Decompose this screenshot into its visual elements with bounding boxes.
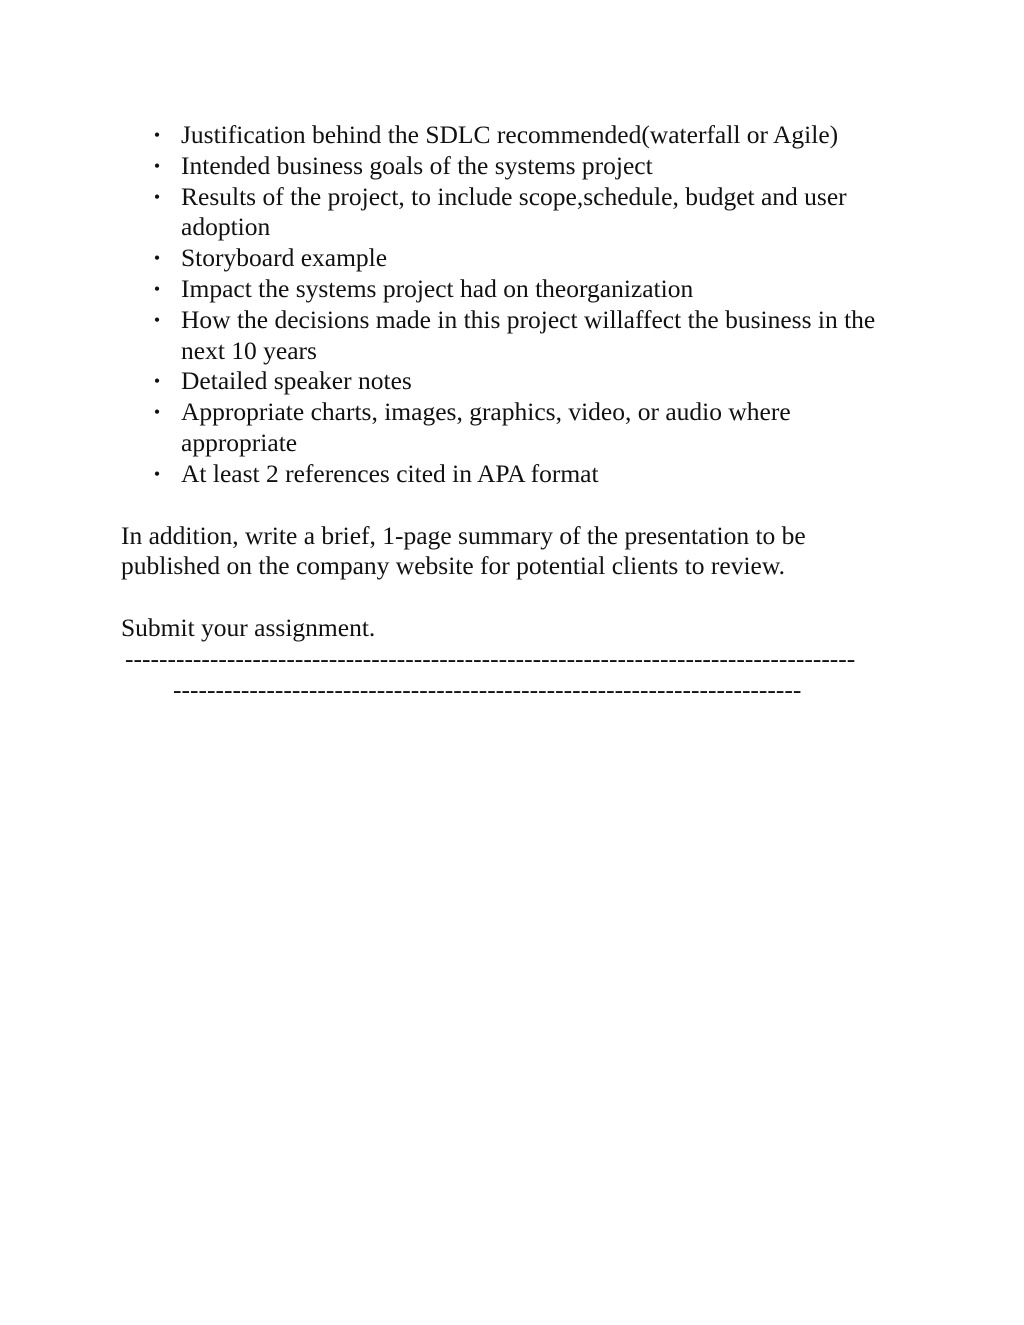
bullet-icon: • — [153, 186, 161, 207]
list-item — [121, 459, 911, 490]
summary-paragraph: In addition, write a brief, 1-page summary of the presentation to be published on the company website for potential clients to review. — [121, 520, 806, 581]
list-item — [121, 120, 911, 151]
bullet-icon: • — [153, 402, 161, 423]
list-item-text: Justification behind the SDLC recommended(waterfall or Agile) — [181, 120, 839, 149]
bullet-icon: • — [153, 309, 161, 330]
list-item-text: Appropriate charts, images, graphics, video, or audio where appropriate — [181, 397, 791, 457]
bullet-icon: • — [153, 125, 161, 145]
list-item — [121, 151, 911, 182]
bullet-icon: • — [153, 155, 161, 176]
list-item — [121, 182, 911, 244]
document-content — [121, 120, 911, 706]
list-item-text: At least 2 references cited in APA format — [181, 458, 599, 488]
list-item — [121, 305, 911, 367]
list-item-text: How the decisions made in this project willaffect the business in the next 10 years — [181, 304, 876, 365]
list-item — [121, 397, 911, 459]
bullet-icon: • — [153, 371, 161, 392]
list-item-text: Storyboard example — [181, 243, 388, 273]
separator-line: -------------------------------------------------------------------------------------- — [125, 643, 856, 673]
bullet-icon: • — [153, 248, 161, 269]
bullet-icon: • — [153, 278, 161, 299]
list-item — [121, 243, 911, 274]
list-item-text: Impact the systems project had on theorganization — [181, 273, 694, 303]
separator-line-continued: -------------------------------------------------------------------------- — [173, 674, 802, 704]
requirements-list — [121, 120, 911, 490]
bullet-icon: • — [153, 463, 161, 484]
list-item-text: Results of the project, to include scope,schedule, budget and user adoption — [181, 181, 847, 242]
list-item — [121, 366, 911, 397]
list-item-text: Detailed speaker notes — [181, 366, 412, 396]
submit-instruction: Submit your assignment. — [121, 613, 376, 643]
list-item — [121, 274, 911, 305]
list-item-text: Intended business goals of the systems project — [181, 150, 653, 180]
